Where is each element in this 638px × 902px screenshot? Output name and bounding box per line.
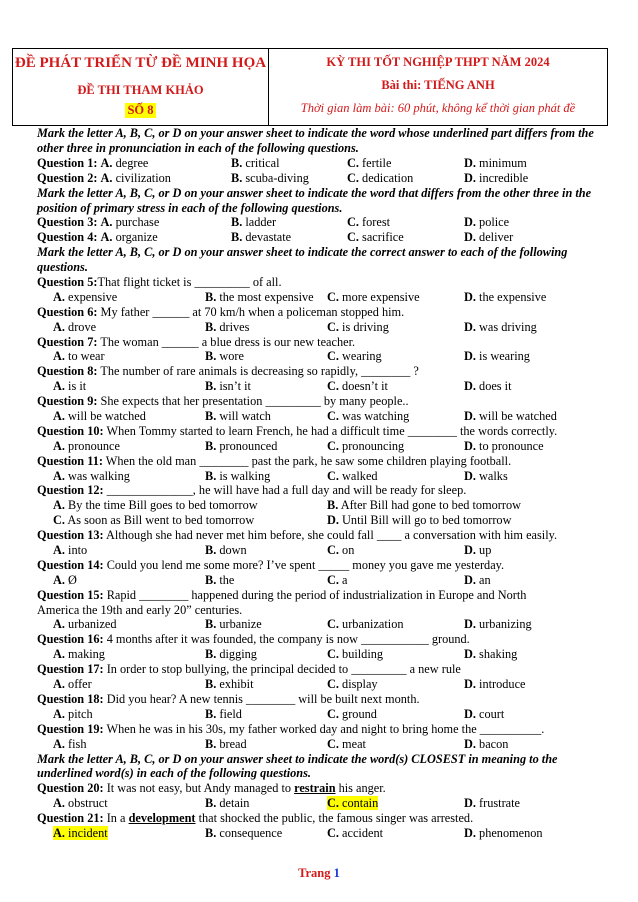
header-right-cell — [269, 49, 607, 125]
footer-page-label: Trang — [298, 866, 331, 880]
question-16-options: A. making B. digging C. building D. shaking — [53, 647, 518, 662]
option-a[interactable]: civilization — [115, 170, 171, 185]
option-a[interactable]: pronounce — [68, 438, 120, 453]
option-b[interactable]: critical — [245, 155, 280, 170]
option-a[interactable]: offer — [68, 677, 92, 692]
option-b[interactable]: After Bill had gone to bed tomorrow — [340, 498, 522, 513]
exam-duration: Thời gian làm bài: 60 phút, không kể thời gian phát đề — [300, 101, 576, 115]
option-c[interactable]: doesn’t it — [342, 379, 388, 394]
question-16-stem: Question 16: 4 months after it was founded, the company is now ___________ ground. — [37, 632, 470, 647]
question-17-options: A. offer B. exhibit C. display D. introduce — [53, 677, 526, 692]
option-a[interactable]: drove — [68, 319, 97, 334]
option-d[interactable]: bacon — [479, 736, 509, 751]
option-a[interactable]: will be watched — [68, 409, 146, 424]
question-12-options-row2: C. As soon as Bill went to bed tomorrow D. Until Bill will go to bed tomorrow — [53, 513, 512, 528]
question-10-options: A. pronounce B. pronounced C. pronouncing D. to pronounce — [53, 438, 544, 453]
option-c[interactable]: is driving — [342, 319, 389, 334]
option-a[interactable]: By the time Bill goes to bed tomorrow — [68, 498, 258, 513]
question-21-stem: Question 21: In a development that shocked the public, the famous singer was arrested. — [37, 811, 474, 826]
option-d[interactable]: minimum — [479, 155, 527, 170]
option-a[interactable]: expensive — [68, 289, 118, 304]
option-a[interactable]: making — [68, 647, 105, 662]
question-6-stem: Question 6: My father ______ at 70 km/h when a policeman stopped him. — [37, 304, 405, 319]
option-c[interactable]: urbanization — [342, 617, 404, 632]
question-12-stem: Question 12: ______________, he will have had a full day and will be ready for sleep. — [37, 483, 467, 498]
option-d[interactable]: police — [479, 215, 510, 230]
question-11-options: A. was walking B. is walking C. walked D. walks — [53, 468, 508, 483]
question-3: Question 3: A. purchase B. ladder C. forest D. police — [37, 215, 510, 230]
option-d[interactable]: an — [479, 572, 491, 587]
option-b[interactable]: devastate — [245, 230, 292, 245]
option-a[interactable]: purchase — [115, 215, 160, 230]
question-13-stem: Question 13: Although she had never met him before, she could fall ____ a conversation with him easily. — [37, 528, 558, 543]
option-d[interactable]: up — [479, 543, 492, 558]
question-14-options: A. Ø B. the C. a D. an — [53, 572, 491, 587]
footer-page-number: 1 — [333, 866, 340, 880]
question-13-options: A. into B. down C. on D. up — [53, 543, 492, 558]
question-10-stem: Question 10: When Tommy started to learn French, he had a difficult time ________ the words correctly. — [37, 423, 558, 438]
option-d[interactable]: urbanizing — [479, 617, 532, 632]
option-c[interactable]: As soon as Bill went to bed tomorrow — [67, 513, 255, 528]
question-15-stem: Question 15: Rapid ________ happened during the period of industrialization in Europe and North — [37, 587, 527, 602]
option-d[interactable]: was driving — [479, 319, 537, 334]
question-15-stem-cont: America the 19th and early 20” centuries. — [37, 602, 243, 617]
option-c[interactable]: on — [342, 543, 355, 558]
option-d[interactable]: incredible — [479, 170, 529, 185]
question-18-options: A. pitch B. field C. ground D. court — [53, 706, 505, 721]
question-label: Question 1: — [37, 155, 98, 170]
option-a[interactable]: is it — [68, 379, 87, 394]
question-11-stem: Question 11: When the old man ________ past the park, he saw some children playing football. — [37, 453, 512, 468]
option-a[interactable]: degree — [115, 155, 149, 170]
option-b[interactable]: field — [219, 706, 242, 721]
option-c[interactable]: forest — [362, 215, 391, 230]
header-left-cell — [13, 49, 269, 125]
option-a[interactable]: organize — [115, 230, 158, 245]
exam-content — [37, 126, 599, 841]
option-b[interactable]: digging — [219, 647, 257, 662]
option-b[interactable]: wore — [219, 349, 244, 364]
exam-subject: Bài thi: TIẾNG ANH — [381, 78, 495, 92]
option-d[interactable]: does it — [479, 379, 512, 394]
question-15-options: A. urbanized B. urbanize C. urbanization D. urbanizing — [53, 617, 532, 632]
option-b[interactable]: the — [219, 572, 235, 587]
option-b[interactable]: bread — [219, 736, 247, 751]
option-d[interactable]: walks — [479, 468, 508, 483]
option-c[interactable]: accident — [342, 825, 384, 840]
question-20-options: A. obstruct B. detain C. contain D. frustrate — [53, 796, 521, 811]
option-d[interactable]: court — [479, 706, 505, 721]
question-17-stem: Question 17: In order to stop bullying, the principal decided to _________ a new rule — [37, 662, 461, 677]
option-b[interactable]: scuba-diving — [245, 170, 309, 185]
option-c[interactable]: fertile — [362, 155, 392, 170]
exam-header — [12, 48, 608, 126]
question-8-stem: Question 8: The number of rare animals is decreasing so rapidly, ________ ? — [37, 364, 419, 379]
page-footer — [0, 866, 638, 881]
option-a-highlighted[interactable]: incident — [68, 825, 108, 840]
option-a[interactable]: was walking — [68, 468, 130, 483]
question-4: Question 4: A. organize B. devastate C. sacrifice D. deliver — [37, 230, 514, 245]
option-b[interactable]: urbanize — [219, 617, 262, 632]
option-b[interactable]: detain — [219, 796, 250, 811]
option-c[interactable]: meat — [342, 736, 366, 751]
question-2: Question 2: A. civilization B. scuba-diving C. dedication D. incredible — [37, 170, 529, 185]
underlined-keyword: restrain — [294, 781, 336, 796]
question-19-options: A. fish B. bread C. meat D. bacon — [53, 736, 509, 751]
option-c[interactable]: a — [342, 572, 348, 587]
option-b[interactable]: exhibit — [219, 677, 254, 692]
question-14-stem: Question 14: Could you lend me some more? I’ve spent _____ money you gave me yesterday. — [37, 557, 505, 572]
option-d[interactable]: Until Bill will go to bed tomorrow — [342, 513, 512, 528]
option-a[interactable]: urbanized — [68, 617, 117, 632]
option-d[interactable]: is wearing — [479, 349, 530, 364]
option-c-highlighted[interactable]: contain — [342, 796, 379, 811]
option-b[interactable]: isn’t it — [219, 379, 251, 394]
option-c[interactable]: display — [342, 677, 378, 692]
option-a[interactable]: pitch — [68, 706, 93, 721]
option-d[interactable]: introduce — [479, 677, 526, 692]
question-8-options: A. is it B. isn’t it C. doesn’t it D. does it — [53, 379, 512, 394]
option-b[interactable]: the most expensive — [219, 289, 314, 304]
option-a[interactable]: obstruct — [68, 796, 108, 811]
option-c[interactable]: building — [342, 647, 384, 662]
option-b[interactable]: will watch — [219, 409, 271, 424]
question-18-stem: Question 18: Did you hear? A new tennis ________ will be built next month. — [37, 691, 420, 706]
option-c[interactable]: was watching — [342, 409, 410, 424]
option-c[interactable]: walked — [342, 468, 378, 483]
question-6-options: A. drove B. drives C. is driving D. was driving — [53, 319, 537, 334]
question-12-options-row1: A. By the time Bill goes to bed tomorrow B. After Bill had gone to bed tomorrow — [53, 498, 522, 513]
question-1: Question 1: A. degree B. critical C. fertile D. minimum — [37, 155, 527, 170]
question-9-options: A. will be watched B. will watch C. was watching D. will be watched — [53, 409, 557, 424]
option-b[interactable]: down — [219, 543, 247, 558]
option-b[interactable]: drives — [219, 319, 250, 334]
option-b[interactable]: ladder — [245, 215, 277, 230]
underlined-keyword: development — [128, 811, 196, 826]
question-21-options: A. incident B. consequence C. accident D. phenomenon — [53, 825, 543, 840]
exam-title: KỲ THI TỐT NGHIỆP THPT NĂM 2024 — [326, 55, 550, 69]
question-7-stem: Question 7: The woman ______ a blue dress is our new teacher. — [37, 334, 356, 349]
option-d[interactable]: shaking — [479, 647, 518, 662]
question-20-stem: Question 20: It was not easy, but Andy managed to restrain his anger. — [37, 781, 386, 796]
question-5-stem: Question 5:That flight ticket is _________ of all. — [37, 275, 282, 289]
question-19-stem: Question 19: When he was in his 30s, my father worked day and night to bring home the __________. — [37, 721, 545, 736]
option-c[interactable]: dedication — [362, 170, 414, 185]
option-c[interactable]: more expensive — [342, 289, 420, 304]
instruction-grammar: Mark the letter A, B, C, or D on your answer sheet to indicate the correct answer to each of the following questions. — [37, 245, 568, 275]
option-d[interactable]: to pronounce — [479, 438, 544, 453]
header-left-subtitle: ĐỀ THI THAM KHẢO — [77, 83, 204, 97]
option-c[interactable]: sacrifice — [362, 230, 404, 245]
instruction-stress: Mark the letter A, B, C, or D on your answer sheet to indicate the word that differs from the other three in the position of primary stress in each of the following questions. — [37, 185, 592, 215]
option-d[interactable]: the expensive — [479, 289, 547, 304]
instruction-synonym: Mark the letter A, B, C, or D on your answer sheet to indicate the word(s) CLOSEST in meaning to the underlined word(s) in each of the following questions. — [37, 751, 558, 781]
exam-number-badge: SỐ 8 — [127, 103, 154, 117]
header-left-title: ĐỀ PHÁT TRIỂN TỪ ĐỀ MINH HỌA — [14, 55, 267, 71]
option-c[interactable]: wearing — [342, 349, 382, 364]
option-b[interactable]: is walking — [219, 468, 271, 483]
option-d[interactable]: deliver — [479, 230, 514, 245]
question-7-options: A. to wear B. wore C. wearing D. is wearing — [53, 349, 530, 364]
option-a[interactable]: Ø — [68, 572, 77, 587]
option-d[interactable]: frustrate — [479, 796, 521, 811]
option-d[interactable]: will be watched — [479, 409, 557, 424]
option-c[interactable]: ground — [342, 706, 377, 721]
instruction-pronunciation: Mark the letter A, B, C, or D on your answer sheet to indicate the word whose underlined part differs from the other three in pronunciation in each of the following questions. — [37, 126, 594, 155]
question-9-stem: Question 9: She expects that her presentation _________ by many people.. — [37, 394, 409, 409]
option-a[interactable]: fish — [68, 736, 87, 751]
option-a[interactable]: to wear — [68, 349, 105, 364]
option-b[interactable]: consequence — [219, 825, 283, 840]
option-a[interactable]: into — [68, 543, 88, 558]
option-d[interactable]: phenomenon — [479, 825, 543, 840]
question-5-options: A. expensive B. the most expensive C. more expensive D. the expensive — [53, 289, 547, 304]
option-c[interactable]: pronouncing — [342, 438, 405, 453]
option-b[interactable]: pronounced — [219, 438, 278, 453]
